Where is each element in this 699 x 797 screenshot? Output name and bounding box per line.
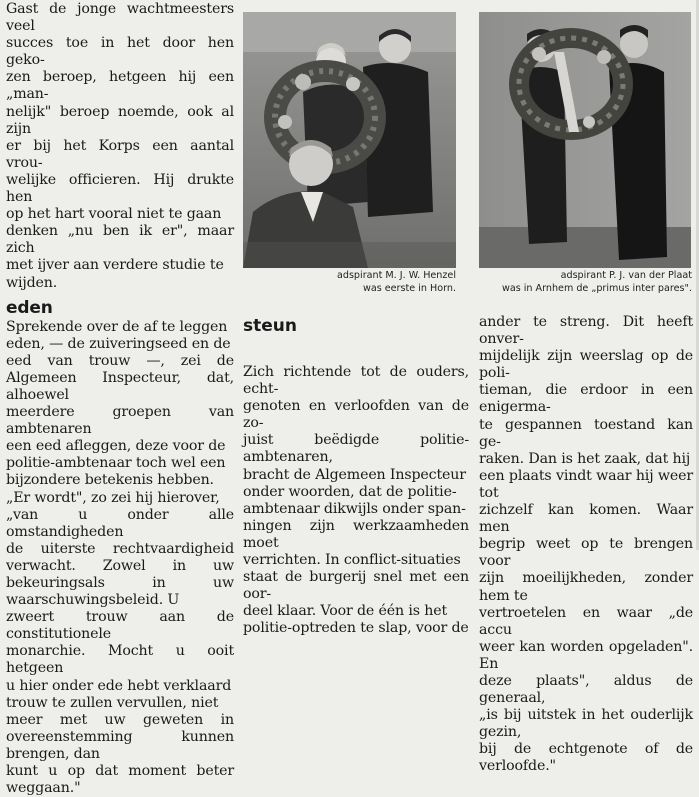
section-heading-eden: eden	[6, 297, 53, 318]
column-right	[479, 314, 693, 776]
photo-van-der-plaat-image	[479, 12, 691, 268]
photo-henzel-image	[243, 12, 456, 268]
caption-henzel: adspirant M. J. W. Henzel was eerste in Horn.	[336, 270, 456, 294]
column-middle	[243, 364, 469, 638]
paragraph-eden-2: „Er wordt", zo zei hij hierover, „van u onder alle omstandigheden de uiterste rechtvaardigheid verwacht. Zowel in uw bekeuringsals in uw waarschuwingsbeleid. U zweert trouw aan de constitutionele monarchie. Mocht u ooit hetgeen u hier onder ede hebt verklaard trouw te zullen vervullen, niet meer met uw geweten in overeenstemming kunnen brengen, dan kunt u op dat moment beter weggaan."	[6, 489, 234, 797]
column-left	[6, 1, 234, 797]
paragraph-intro: Gast de jonge wachtmeesters veel succes toe in het door hen geko- zen beroep, hetgeen hij een „man- nelijk" beroep noemde, ook al zijn er bij het Korps een aantal vrou- welijke officieren. Hij drukte hen op het hart vooral niet te gaan denken „nu ben ik er", maar zich met ijver aan verdere studie te wijden.	[6, 1, 234, 291]
paragraph-steun-continued: ander te streng. Dit heeft onver- mijdelijk zijn weerslag op de poli- tieman, die erdoor in een enigerma- te gespannen toestand kan ge- raken. Dan is het zaak, dat hij een plaats vindt waar hij weer tot zichzelf kan komen. Waar men begrip weet op te brengen voor zijn moeilijkheden, zonder hem te vertroetelen en waar „de accu weer kan worden opgeladen". En deze plaats", aldus de generaal, „is bij uitstek in het ouderlijk gezin, bij de echtgenote of de verloofde."	[479, 314, 693, 775]
paragraph-eden-1: Sprekende over de af te leggen eden, — de zuiveringseed en de eed van trouw —, zei de Algemeen Inspecteur, dat, alhoewel meerdere groepen van ambtenaren een eed afleggen, deze voor de politie-ambtenaar toch wel een bijzondere betekenis hebben.	[6, 318, 234, 489]
photo-henzel	[243, 12, 456, 268]
caption-van-der-plaat: adspirant P. J. van der Plaat was in Arnhem de „primus inter pares".	[501, 270, 692, 294]
section-heading-steun: steun	[243, 316, 297, 336]
photo-van-der-plaat	[479, 12, 691, 268]
paragraph-steun: Zich richtende tot de ouders, echt- genoten en verloofden van de zo- juist beëdigde politie-ambtenaren, bracht de Algemeen Inspecteur onder woorden, dat de politie- ambtenaar dikwijls onder span- ningen zijn werkzaamheden moet verrichten. In conflict-situaties staat de burgerij snel met een oor- deel klaar. Voor de één is het politie-optreden te slap, voor de	[243, 364, 469, 637]
